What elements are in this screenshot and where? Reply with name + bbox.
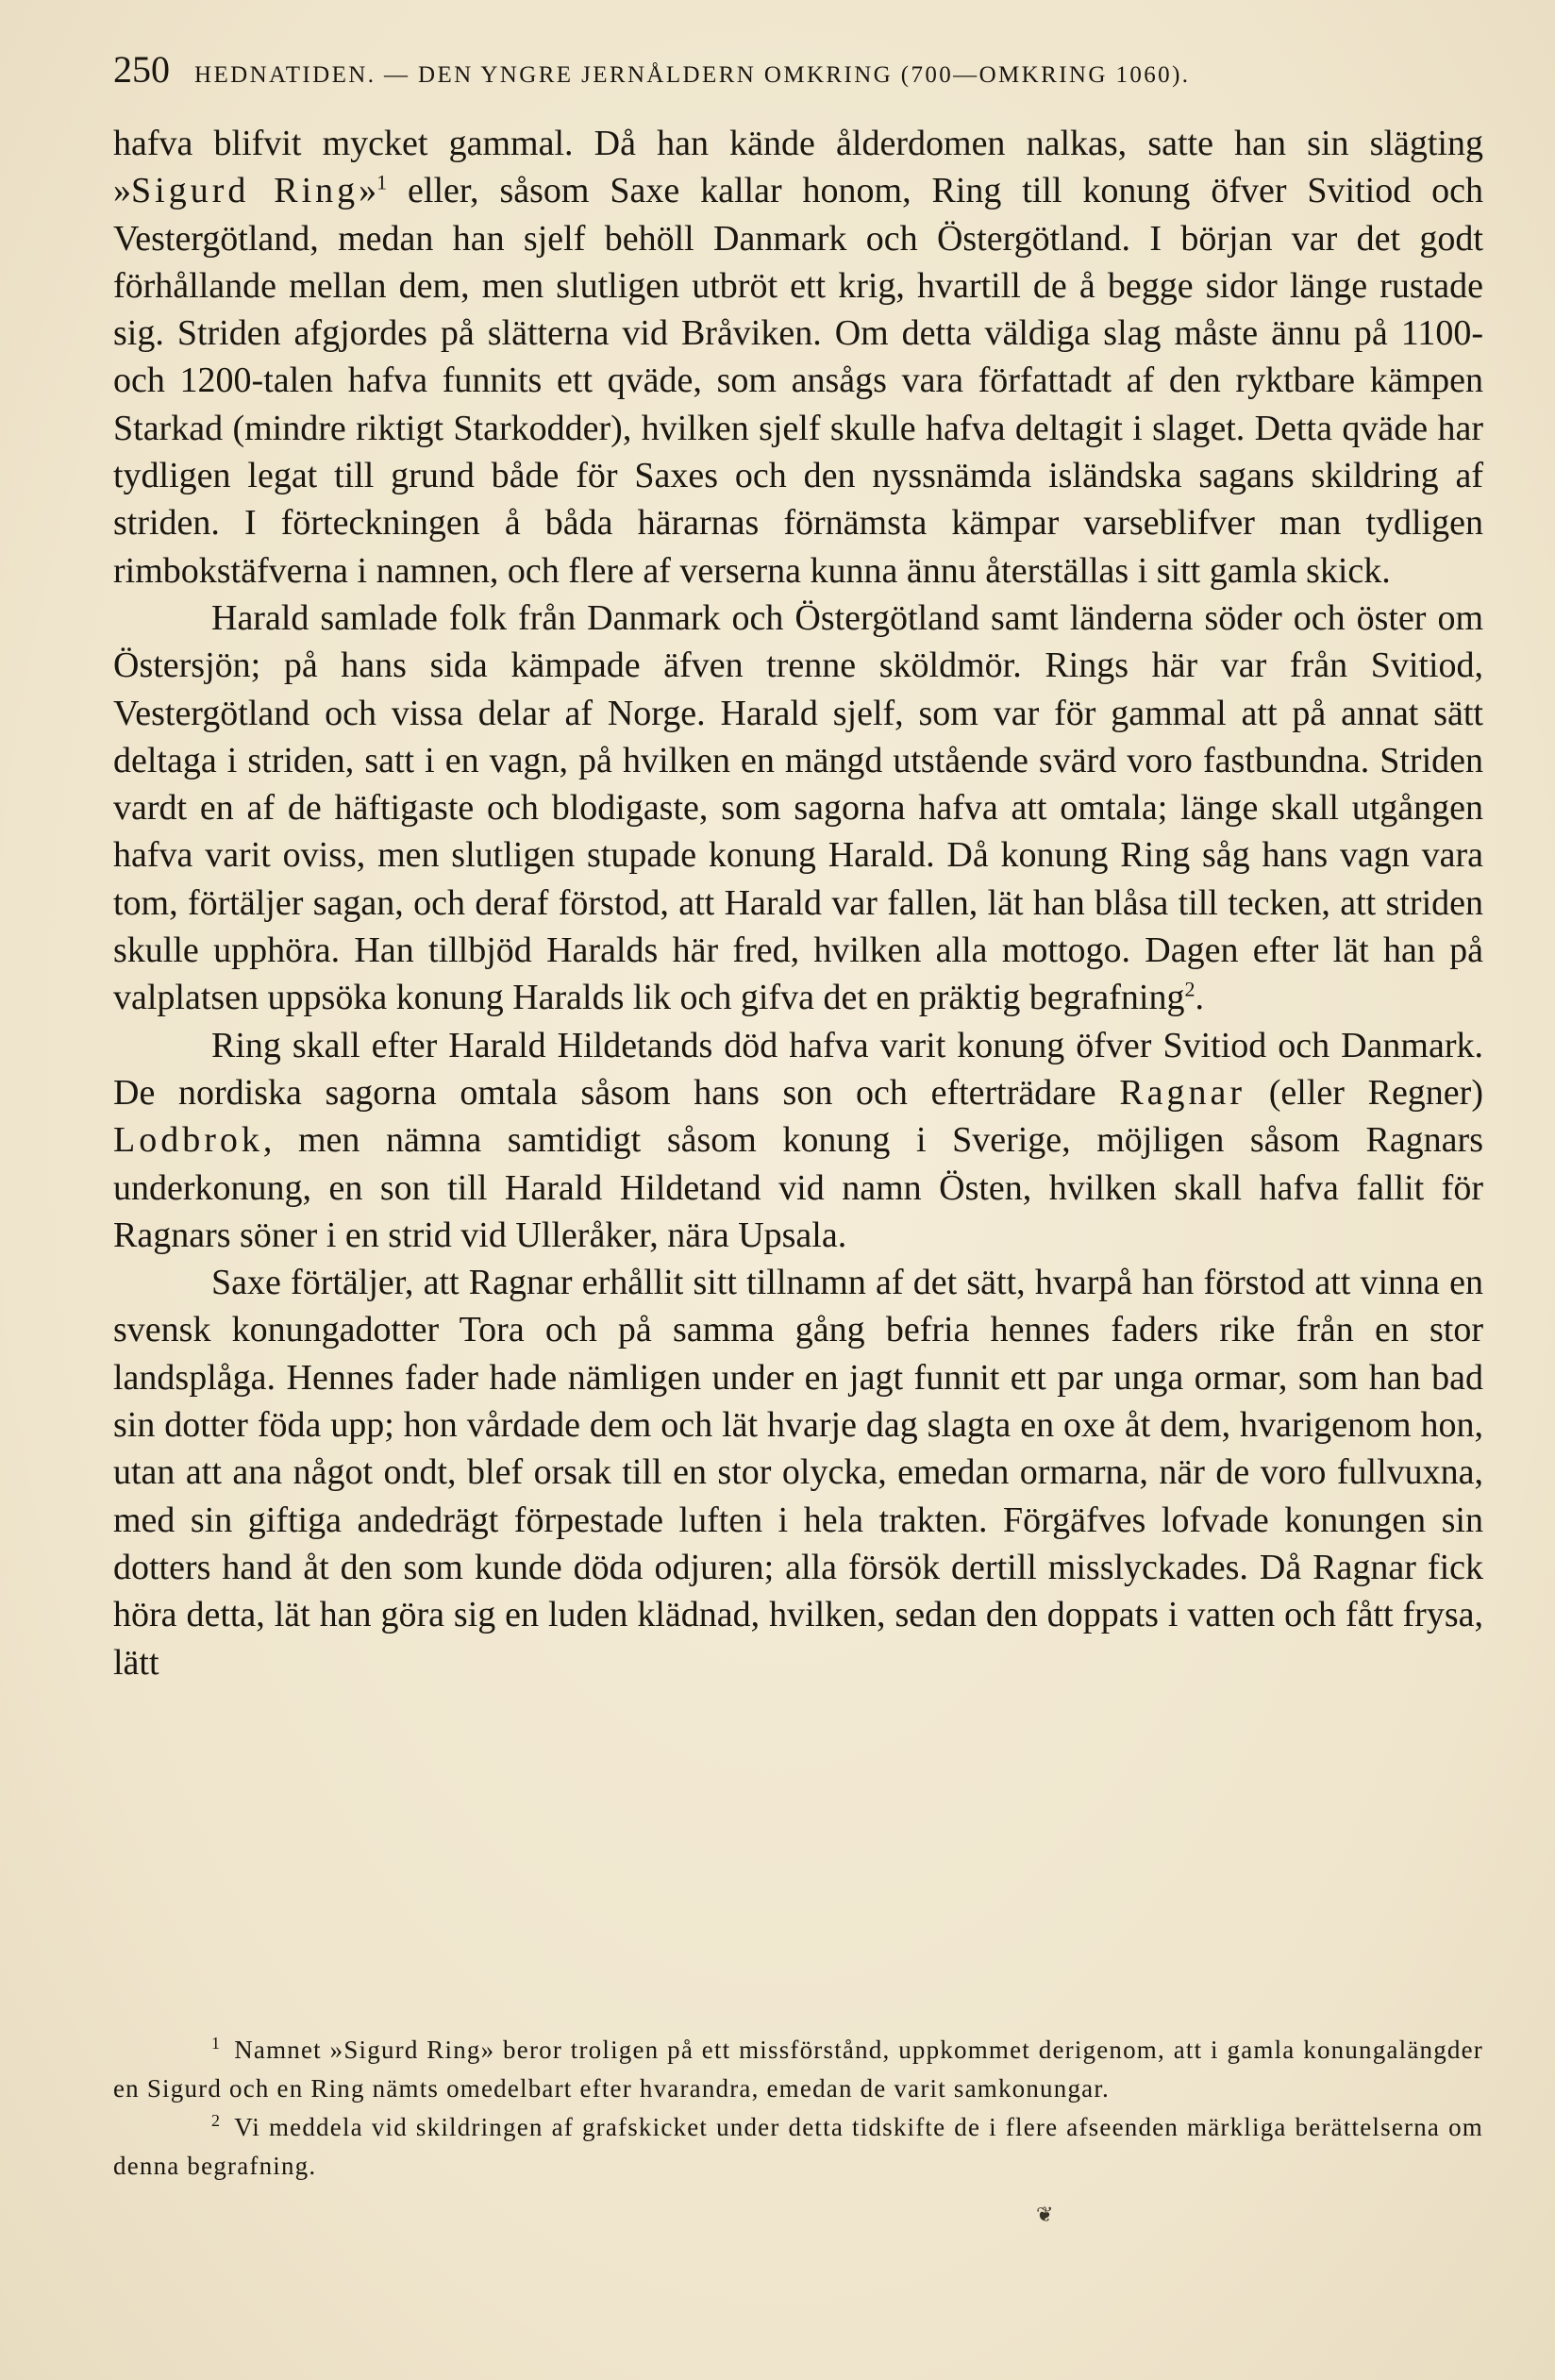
- name-ragnar: Ragnar: [1119, 1072, 1246, 1113]
- page-header: [113, 47, 1453, 104]
- paragraph-1: [113, 120, 1483, 595]
- page-number: 250: [113, 48, 170, 91]
- paragraph-2-tail: .: [1195, 978, 1204, 1018]
- footnote-1-text: Namnet »Sigurd Ring» beror troligen på ett missförstånd, uppkommet derigenom, att i gamla konungalängder en Sigurd och en Ring nämts omedelbart efter hvarandra, emedan de varit samkonungar.: [113, 2036, 1483, 2103]
- name-sigurd-ring: Sigurd Ring: [131, 171, 359, 211]
- paragraph-3: [113, 1022, 1483, 1259]
- printers-mark: ❦: [1036, 2204, 1054, 2227]
- footnote-2: [113, 2108, 1483, 2186]
- name-lodbrok: Lodbrok: [113, 1120, 263, 1161]
- footnote-ref-2[interactable]: 2: [1184, 977, 1196, 1001]
- footnotes: [113, 2031, 1483, 2186]
- paragraph-4: [113, 1259, 1483, 1686]
- footnote-2-text: Vi meddela vid skildringen af grafskicket under detta tidskifte de i flere afseenden märkliga berättelserna om denna begrafning.: [113, 2113, 1483, 2180]
- running-head: HEDNATIDEN. — DEN YNGRE JERNÅLDERN OMKRING (700—OMKRING 1060).: [194, 62, 1191, 88]
- paragraph-1-quote-close: »: [359, 171, 377, 211]
- body-text: [113, 120, 1483, 1686]
- paragraph-1-text-a: hafva blifvit mycket gammal. Då han kände ålderdomen nalkas, satte han sin slägting »: [113, 124, 1483, 211]
- footnote-1-mark: 1: [211, 2034, 222, 2053]
- footnote-1: [113, 2031, 1483, 2108]
- paragraph-1-text-b: eller, såsom Saxe kallar honom, Ring till konung öfver Svitiod och Vestergötland, medan han sjelf behöll Danmark och Östergötland. I början var det godt förhållande mellan dem, men slutligen utbröt ett krig, hvartill de å begge sidor länge rustade sig. Striden afgjordes på slätterna vid Bråviken. Om detta väldiga slag måste ännu på 1100- och 1200-talen hafva funnits ett qväde, som ansågs vara författadt af den ryktbare kämpen Starkad (mindre riktigt Starkodder), hvilken sjelf skulle hafva deltagit i slaget. Detta qväde har tydligen legat till grund både för Saxes och den nyssnämda isländska sagans skildring af striden. I förteckningen å båda härarnas förnämsta kämpar varseblifver man tydligen rimbokstäfverna i namnen, och flere af verserna kunna ännu återställas i sitt gamla skick.: [113, 171, 1483, 591]
- paragraph-3-text-a: Ring skall efter Harald Hildetands död hafva varit konung öfver Svitiod och Danmark. De nordiska sagorna omtala såsom hans son och efterträdare: [113, 1025, 1483, 1113]
- footnote-ref-1[interactable]: 1: [376, 170, 388, 194]
- paragraph-3-text-c: , men nämna samtidigt såsom konung i Sverige, möjligen såsom Ragnars underkonung, en son till Harald Hildetand vid namn Östen, hvilken skall hafva fallit för Ragnars söner i en strid vid Ulleråker, nära Upsala.: [113, 1120, 1483, 1255]
- paragraph-2: [113, 595, 1483, 1022]
- paragraph-2-text: Harald samlade folk från Danmark och Östergötland samt länderna söder och öster om Östersjön; på hans sida kämpade äfven trenne sköldmör. Rings här var från Svitiod, Vestergötland och vissa delar af Norge. Harald sjelf, som var för gammal att på annat sätt deltaga i striden, satt i en vagn, på hvilken en mängd utstående svärd voro fastbundna. Striden vardt en af de häftigaste och blodigaste, som sagorna hafva att omtala; länge skall utgången hafva varit oviss, men slutligen stupade konung Harald. Då konung Ring såg hans vagn vara tom, förtäljer sagan, och deraf förstod, att Harald var fallen, lät han blåsa till tecken, att striden skulle upphöra. Han tillbjöd Haralds här fred, hvilken alla mottogo. Dagen efter lät han på valplatsen uppsöka konung Haralds lik och gifva det en präktig begrafning: [113, 597, 1483, 1018]
- footnote-2-mark: 2: [211, 2111, 222, 2130]
- paragraph-3-text-b: (eller Regner): [1246, 1072, 1483, 1113]
- paragraph-4-text: Saxe förtäljer, att Ragnar erhållit sitt tillnamn af det sätt, hvarpå han förstod att vinna en svensk konungadotter Tora och på samma gång befria hennes faders rike från en stor landsplåga. Hennes fader hade nämligen under en jagt funnit ett par unga ormar, som han bad sin dotter föda upp; hon vårdade dem och lät hvarje dag slagta en oxe åt dem, hvarigenom hon, utan att ana något ondt, blef orsak till en stor olycka, emedan ormarna, när de voro fullvuxna, med sin giftiga andedrägt förpestade luften i hela trakten. Förgäfves lofvade konungen sin dotters hand åt den som kunde döda odjuren; alla försök dertill misslyckades. Då Ragnar fick höra detta, lät han göra sig en luden klädnad, hvilken, sedan den doppats i vatten och fått frysa, lätt: [113, 1263, 1483, 1683]
